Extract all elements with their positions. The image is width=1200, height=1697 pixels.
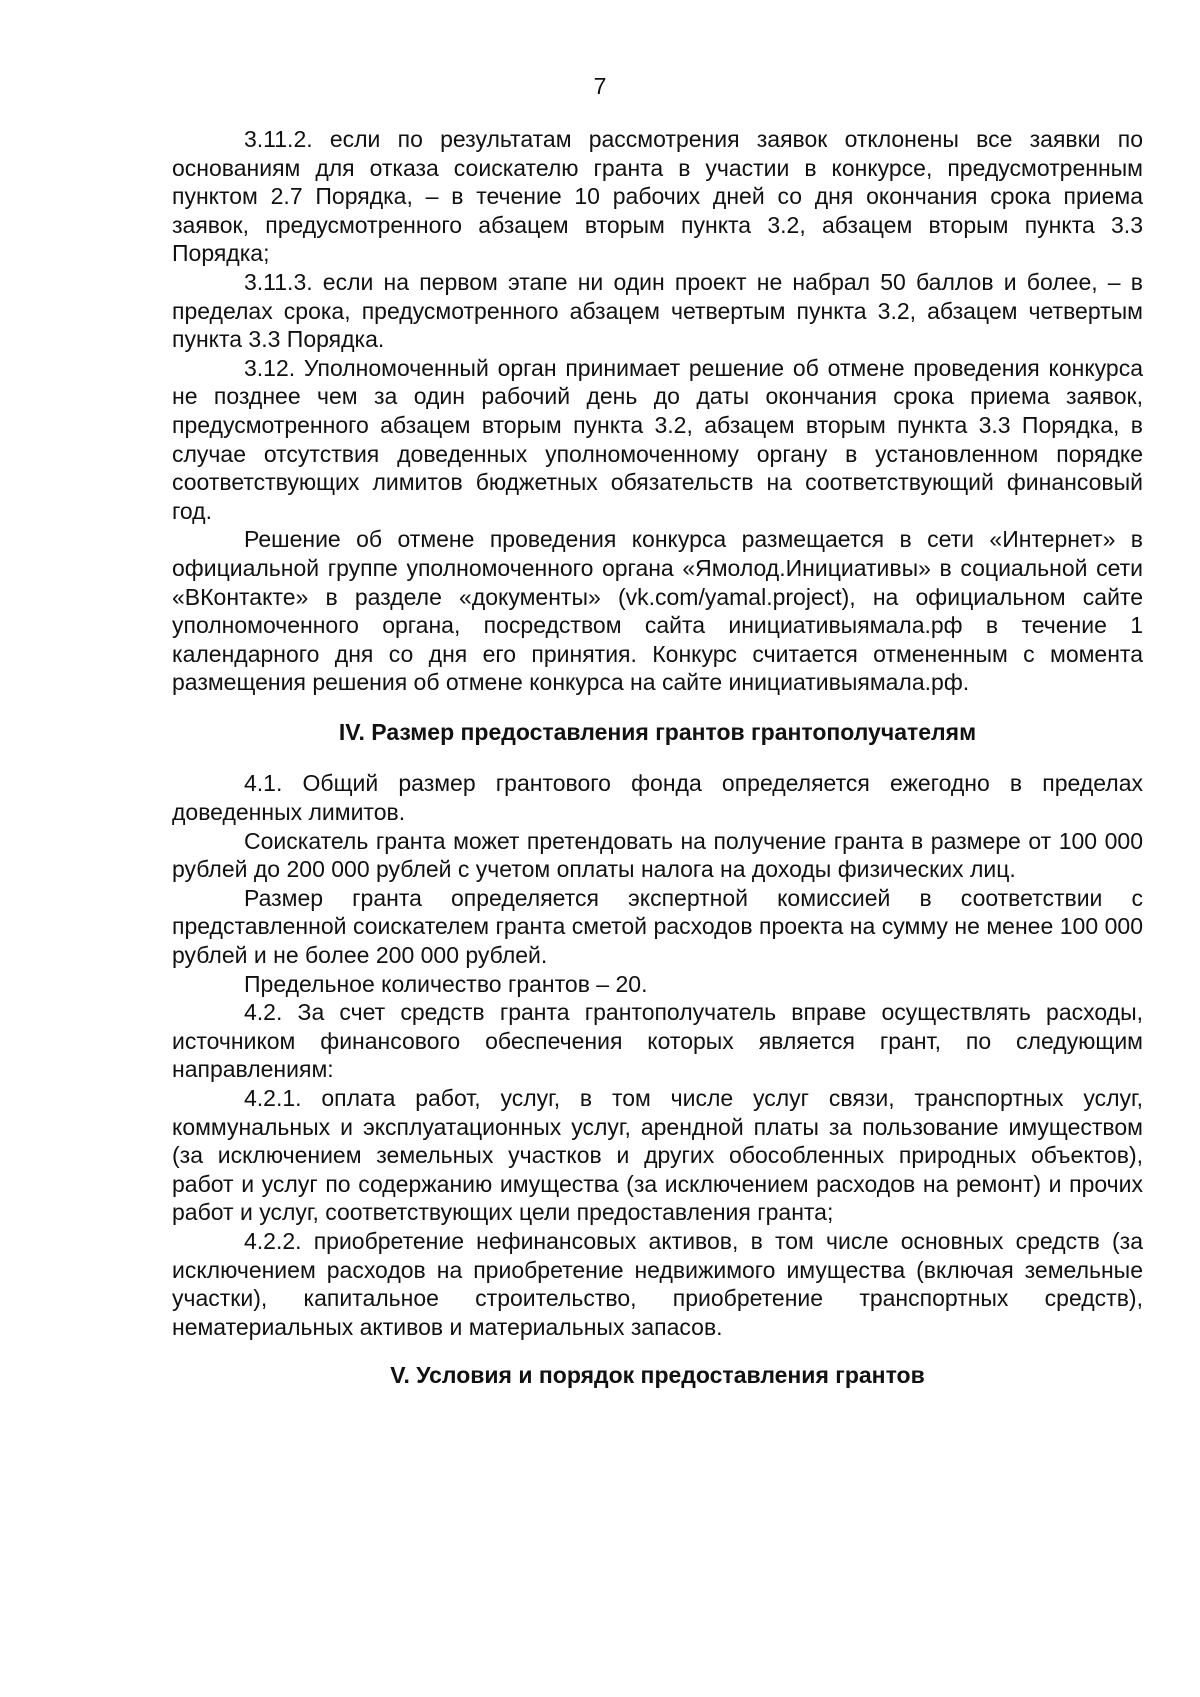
- paragraph-4-1: 4.1. Общий размер грантового фонда определяется ежегодно в пределах доведенных лимитов.: [172, 770, 1143, 826]
- section-heading-v: V. Условия и порядок предоставления грантов: [390, 1362, 925, 1389]
- paragraph-3-11-2: 3.11.2. если по результатам рассмотрения заявок отклонены все заявки по основаниям для отказа соискателю гранта в участии в конкурсе, предусмотренным пунктом 2.7 Порядка, – в течение 10 рабочих дней со дня окончания срока приема заявок, предусмотренного абзацем вторым пункта 3.2, абзацем вторым пункта 3.3 Порядка;: [172, 126, 1143, 267]
- paragraph-4-2-2: 4.2.2. приобретение нефинансовых активов, в том числе основных средств (за исключением расходов на приобретение недвижимого имущества (включая земельные участки), капитальное строительство, приобретение транспортных средств), нематериальных активов и материальных запасов.: [172, 1227, 1143, 1340]
- paragraph-4-1-grant-size: Размер гранта определяется экспертной комиссией в соответствии с представленной соискателем гранта сметой расходов проекта на сумму не менее 100 000 рублей и не более 200 000 рублей.: [172, 884, 1143, 969]
- paragraph-4-2: 4.2. За счет средств гранта грантополучатель вправе осуществлять расходы, источником финансового обеспечения которых является грант, по следующим направлениям:: [172, 999, 1143, 1083]
- page-number: 7: [593, 73, 607, 99]
- section-heading-iv: IV. Размер предоставления грантов грантополучателям: [338, 718, 977, 745]
- paragraph-4-2-1: 4.2.1. оплата работ, услуг, в том числе услуг связи, транспортных услуг, коммунальных и эксплуатационных услуг, арендной платы за пользование имуществом (за исключением земельных участков и других обособленных природных объектов), работ и услуг по содержанию имущества (за исключением расходов на ремонт) и прочих работ и услуг, соответствующих цели предоставления гранта;: [172, 1085, 1143, 1226]
- paragraph-4-1-grant-range: Соискатель гранта может претендовать на получение гранта в размере от 100 000 рублей до 200 000 рублей с учетом оплаты налога на доходы физических лиц.: [172, 827, 1143, 883]
- paragraph-3-12-publication: Решение об отмене проведения конкурса размещается в сети «Интернет» в официальной группе уполномоченного органа «Ямолод.Инициативы» в социальной сети «ВКонтакте» в разделе «документы» (vk.com/yamal.project), на официальном сайте уполномоченного органа, посредством сайта инициативыямала.рф в течение 1 календарного дня со дня его принятия. Конкурс считается отмененным с момента размещения решения об отмене конкурса на сайте инициативыямала.рф.: [172, 526, 1143, 696]
- paragraph-3-12: 3.12. Уполномоченный орган принимает решение об отмене проведения конкурса не позднее чем за один рабочий день до даты окончания срока приема заявок, предусмотренного абзацем вторым пункта 3.2, абзацем вторым пункта 3.3 Порядка, в случае отсутствия доведенных уполномоченному органу в установленном порядке соответствующих лимитов бюджетных обязательств на соответствующий финансовый год.: [172, 354, 1143, 524]
- paragraph-3-11-3: 3.11.3. если на первом этапе ни один проект не набрал 50 баллов и более, – в пределах срока, предусмотренного абзацем четвертым пункта 3.2, абзацем четвертым пункта 3.3 Порядка.: [172, 268, 1143, 353]
- document-body: [172, 125, 1143, 1390]
- paragraph-4-1-grant-limit: Предельное количество грантов – 20.: [244, 970, 648, 997]
